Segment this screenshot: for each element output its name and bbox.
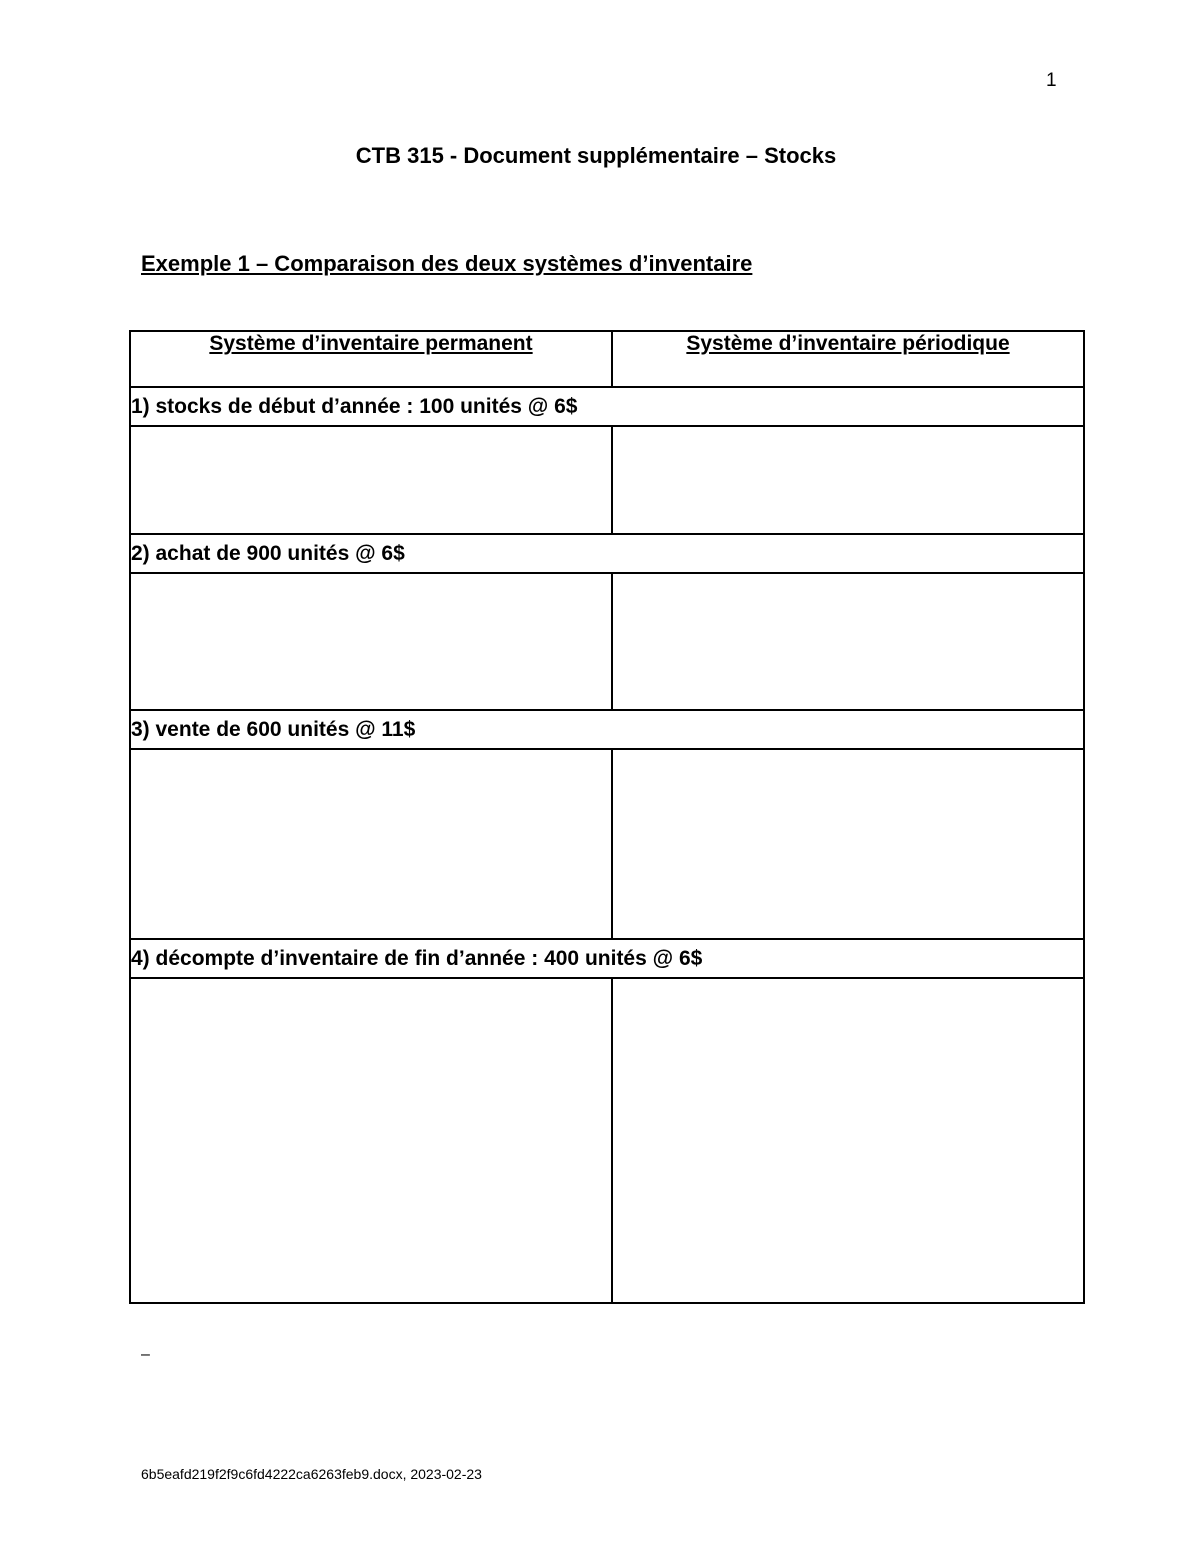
answer-row-2 (130, 573, 1084, 710)
step-label-1: 1) stocks de début d’année : 100 unités @ 6$ (130, 387, 1084, 426)
column-header-periodic: Système d’inventaire périodique (612, 331, 1084, 387)
answer-row-4 (130, 978, 1084, 1303)
answer-cell-permanent-4[interactable] (130, 978, 612, 1303)
section-heading: Exemple 1 – Comparaison des deux systèmes d’inventaire (141, 251, 753, 276)
answer-row-3 (130, 749, 1084, 939)
document-title: CTB 315 - Document supplémentaire – Stocks (355, 143, 837, 168)
column-header-permanent: Système d’inventaire permanent (130, 331, 612, 387)
answer-cell-permanent-2[interactable] (130, 573, 612, 710)
footer-dash: – (141, 1346, 150, 1363)
inventory-comparison-table (129, 330, 1085, 1304)
step-row (130, 710, 1084, 749)
step-label-3: 3) vente de 600 unités @ 11$ (130, 710, 1084, 749)
answer-cell-periodic-3[interactable] (612, 749, 1084, 939)
footer-file-info: 6b5eafd219f2f9c6fd4222ca6263feb9.docx, 2023-02-23 (141, 1466, 482, 1482)
answer-cell-permanent-3[interactable] (130, 749, 612, 939)
step-label-2: 2) achat de 900 unités @ 6$ (130, 534, 1084, 573)
table-header-row (130, 331, 1084, 387)
step-label-4: 4) décompte d’inventaire de fin d’année : 400 unités @ 6$ (130, 939, 1084, 978)
answer-cell-periodic-1[interactable] (612, 426, 1084, 534)
page-number: 1 (1046, 70, 1057, 91)
answer-row-1 (130, 426, 1084, 534)
answer-cell-permanent-1[interactable] (130, 426, 612, 534)
step-row (130, 534, 1084, 573)
answer-cell-periodic-2[interactable] (612, 573, 1084, 710)
step-row (130, 387, 1084, 426)
step-row (130, 939, 1084, 978)
answer-cell-periodic-4[interactable] (612, 978, 1084, 1303)
